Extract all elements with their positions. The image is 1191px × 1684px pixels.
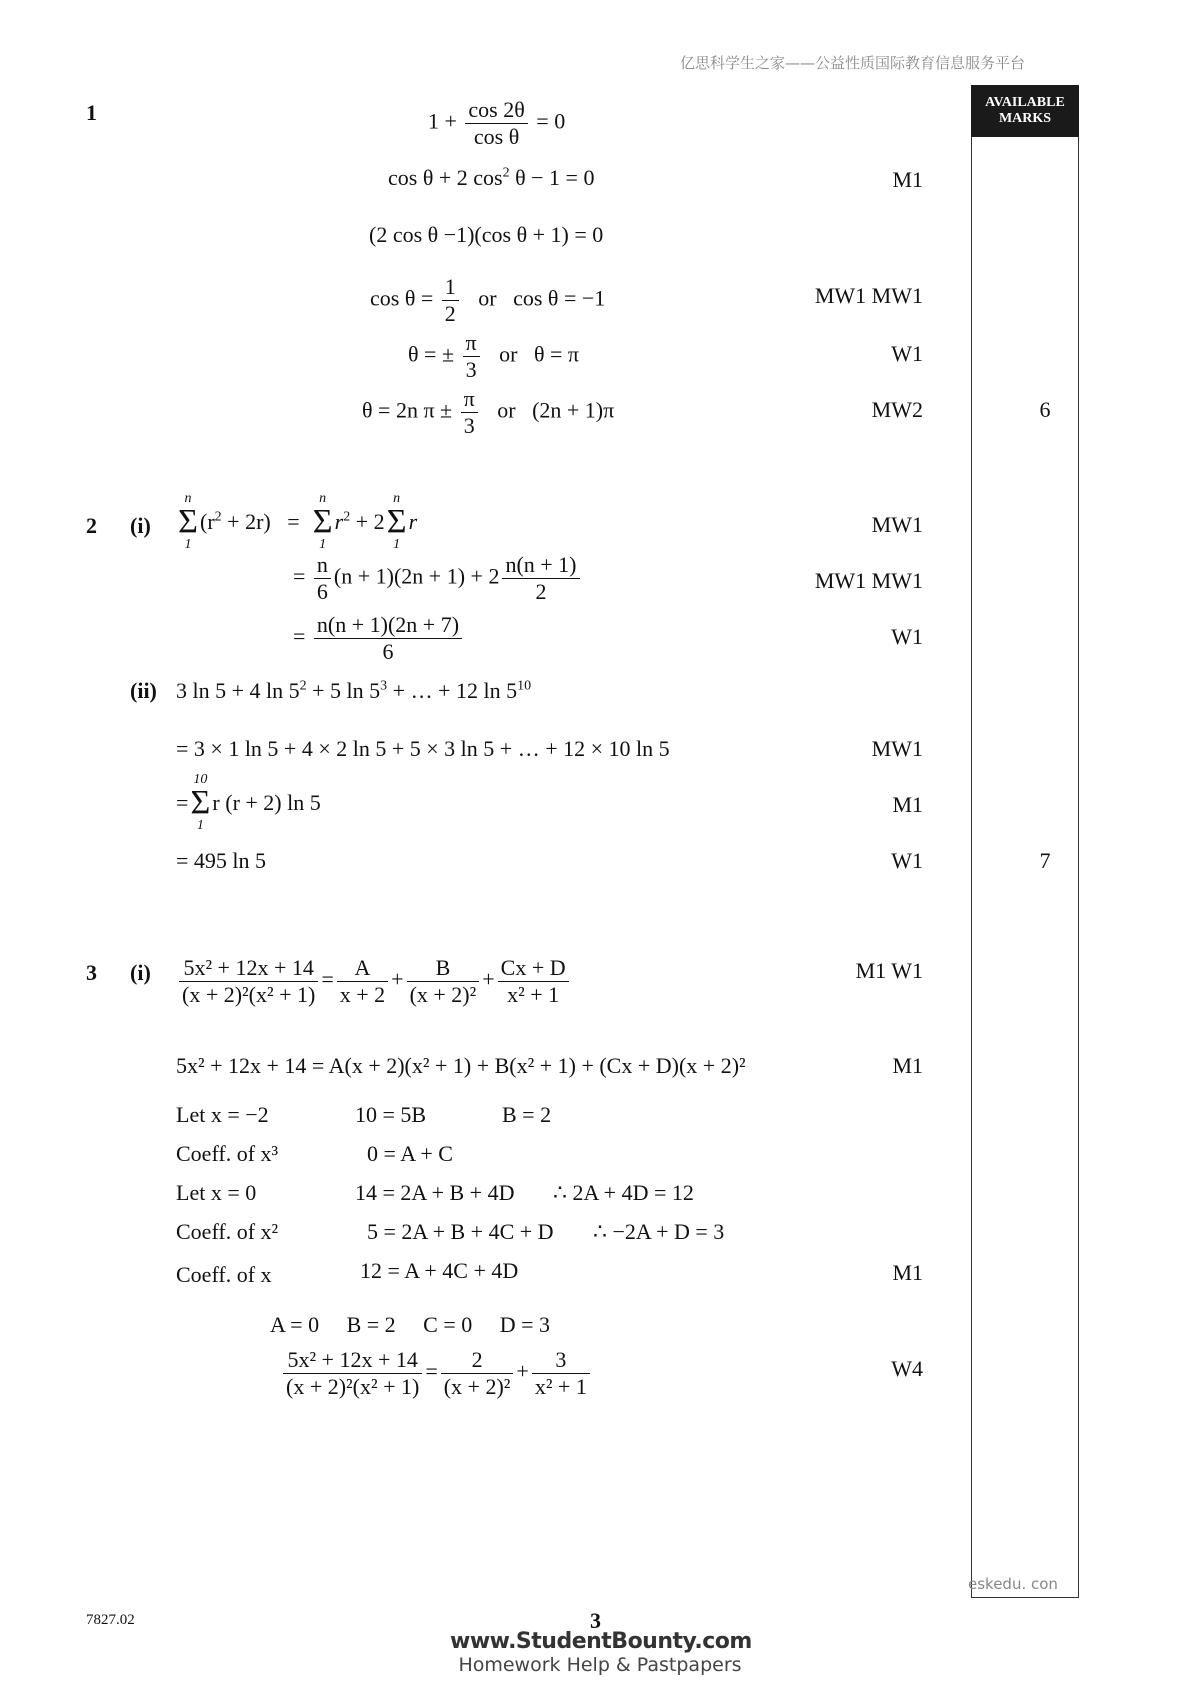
q3-mark-1: M1 W1 [855, 958, 923, 983]
q2-line-5: = 3 × 1 ln 5 + 4 × 2 ln 5 + 5 × 3 ln 5 + … + 12 × 10 ln 5 [176, 736, 670, 761]
logo-line-1: www.StudentBounty.com [450, 1629, 752, 1654]
q1-mark-3: W1 [891, 341, 923, 366]
q2-part-ii: (ii) [130, 678, 157, 703]
q2-mark-3: W1 [891, 624, 923, 649]
q3-row-1-c: B = 2 [502, 1102, 552, 1127]
q2-line-1: n Σ 1 $(r^2 + 2r)$ = n Σ 1 $r^2 + 2$ n Σ 1 r [176, 492, 417, 552]
page-number: 3 [590, 1608, 601, 1633]
q3-line-1: $\frac{\text{5x² + 12x + 14}}{\text{(x + 2)²(x² + 1)}}$ = $\frac{A}{x + 2}$ + $\frac{B}{\text{(x + 2)²}}$ + $\frac{Cx + D}{\text{x² + 1}}$ [176, 955, 572, 1008]
summation: n Σ 1 [386, 491, 407, 552]
question-1-number: 1 [86, 100, 97, 125]
top-watermark: 亿思科学生之家——公益性质国际教育信息服务平台 [680, 54, 1026, 72]
q3-row-4-a: Coeff. of x² [176, 1219, 279, 1244]
side-watermark: eskedu. con [968, 1575, 1058, 1593]
q3-mark-4: W4 [891, 1356, 923, 1381]
q3-row-2-a: Coeff. of x³ [176, 1141, 279, 1166]
q3-line-3: A = 0 B = 2 C = 0 D = 3 [270, 1312, 551, 1337]
q1-line-5: θ = ± $\frac{\pi}{3}$ or θ = π [408, 330, 580, 382]
q3-row-3-a: Let x = 0 [176, 1180, 257, 1205]
q3-row-3-b: 14 = 2A + B + 4D [355, 1180, 515, 1205]
paper-code: 7827.02 [86, 1612, 135, 1628]
q2-mark-2: MW1 MW1 [814, 568, 923, 593]
q2-line-7: = 495 ln 5 [176, 848, 267, 873]
available-marks-header: AVAILABLE MARKS [971, 85, 1079, 137]
q3-mark-2: M1 [892, 1053, 923, 1078]
q3-mark-3: M1 [892, 1260, 923, 1285]
q1-line-4: cos θ = $\frac{1}{2}$ or cos θ = −1 [370, 274, 606, 326]
available-marks-column [971, 85, 1079, 1598]
q3-row-5-a: Coeff. of x [176, 1262, 272, 1287]
q3-row-5-b: 12 = A + 4C + 4D [360, 1258, 519, 1283]
q1-mark-1: M1 [892, 167, 923, 192]
logo-line-2: Homework Help & Pastpapers [458, 1654, 742, 1676]
q2-line-3: = $\frac{n(n + 1)(2n + 7)}{6}$ [293, 612, 465, 665]
question-3-number: 3 [86, 960, 97, 985]
q2-line-6: = 10 Σ 1 r (r + 2) ln 5 [176, 772, 321, 833]
q2-available-marks: 7 [1039, 848, 1051, 873]
q1-line-1: 1 + $\frac{\cos 2\theta}{\text{cos θ}}$ = 0 [428, 97, 566, 149]
summation: n Σ 1 [178, 491, 198, 552]
q2-part-i: (i) [130, 513, 151, 538]
q3-row-3-c: ∴ 2A + 4D = 12 [553, 1180, 694, 1205]
q1-available-marks: 6 [1039, 397, 1051, 422]
q1-line-3: (2 cos θ −1)(cos θ + 1) = 0 [369, 222, 604, 247]
q1-mark-4: MW2 [871, 397, 923, 422]
q3-row-4-b: 5 = 2A + B + 4C + D [367, 1219, 554, 1244]
q3-line-4: $\frac{\text{5x² + 12x + 14}}{\text{(x + 2)²(x² + 1)}}$ = $\frac{2}{\text{(x + 2)²}}$ + $\frac{3}{\text{x² + 1}}$ [280, 1347, 593, 1400]
q3-row-4-c: ∴ −2A + D = 3 [593, 1219, 725, 1244]
q2-mark-4: MW1 [871, 736, 923, 761]
q2-mark-5: M1 [892, 792, 923, 817]
q3-part-i: (i) [130, 960, 151, 985]
q2-mark-1: MW1 [871, 512, 923, 537]
q2-line-4: 3 ln 5 + 4 $\ln 5^2 + 5$ $\ln 5^3$ + … + 12 $\ln 5^{10}$ [176, 678, 532, 703]
q2-mark-6: W1 [891, 848, 923, 873]
summation: 10 Σ 1 [190, 772, 211, 833]
q3-row-1-b: 10 = 5B [355, 1102, 427, 1127]
q1-line-2: cos θ + 2 $\cos^2 \theta - 1 = 0$ [388, 165, 595, 190]
q1-line-6: θ = 2n π ± $\frac{\pi}{3}$ or (2n + 1)π [362, 386, 615, 438]
q1-mark-2: MW1 MW1 [814, 283, 923, 308]
q2-line-2: = $\frac{n}{6}$ (n + 1)(2n + 1) + 2 $\frac{n(n + 1)}{2}$ [293, 552, 583, 605]
studentbounty-logo [450, 1630, 750, 1676]
summation: n Σ 1 [312, 491, 333, 552]
q3-row-2-b: 0 = A + C [367, 1141, 453, 1166]
q3-row-1-a: Let x = −2 [176, 1102, 269, 1127]
question-2-number: 2 [86, 513, 97, 538]
fraction: $\frac{\cos 2\theta}{\text{cos θ}}$ [465, 97, 527, 150]
q3-line-2: 5x² + 12x + 14 = A(x + 2)(x² + 1) + B(x² + 1) + (Cx + D)(x + 2)² [176, 1053, 746, 1078]
